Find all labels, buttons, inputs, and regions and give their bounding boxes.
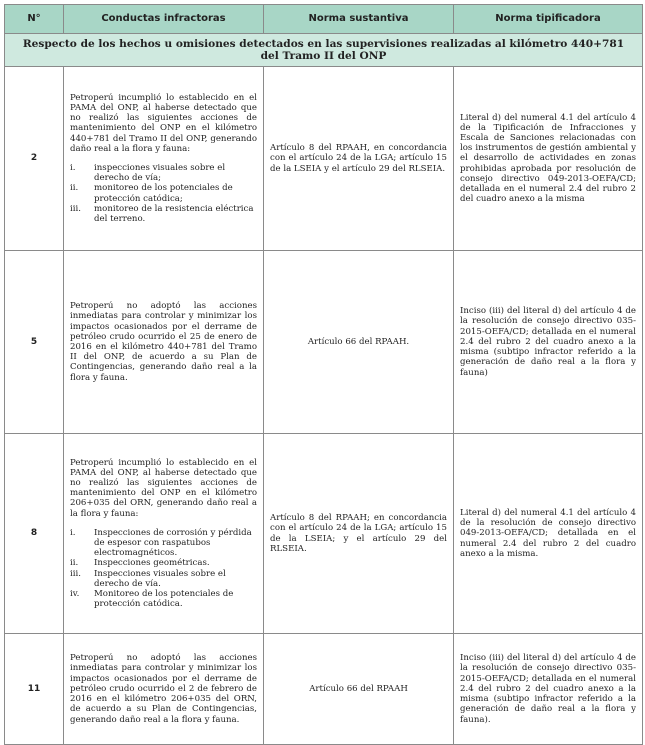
list-text: Inspecciones geométricas.: [94, 558, 210, 569]
conducta-list: [70, 528, 257, 610]
list-item: [70, 163, 257, 183]
conducta-text: Petroperú no adoptó las acciones inmediatas para controlar y minimizar los impactos ocasionados por el derrame de petróleo crudo ocurrido el 25 de enero de 2016 en el kilómetro 440+781 del Tramo II del ONP, de acuerdo a su Plan de Contingencias, generando daño real a la flora y fauna.: [70, 301, 257, 383]
norma-tipificadora-cell: Inciso (iii) del literal d) del artículo 4 de la resolución de consejo directivo 035-2015-OEFA/CD; detallada en el numeral 2.4 del rubro 2 del cuadro anexo a la misma (subtipo infractor referido a la generación de daño real a la flora y fauna).: [454, 634, 643, 745]
list-item: [70, 558, 257, 568]
list-item: [70, 183, 257, 203]
conducta-text: Petroperú incumplió lo establecido en el PAMA del ONP, al haberse detectado que no realizó las siguientes acciones de mantenimiento del ONP en el kilómetro 440+781 del Tramo II del ONP, generando daño real a la flora y fauna:: [70, 92, 257, 154]
header-conductas: Conductas infractoras: [64, 5, 264, 34]
list-text: Monitoreo de los potenciales de protección catódica.: [94, 589, 234, 610]
infractions-table: [4, 4, 643, 745]
section-title: Respecto de los hechos u omisiones detectados en las supervisiones realizadas al kilómetro 440+781 del Tramo II del ONP: [5, 34, 643, 67]
conducta-text: Petroperú incumplió lo establecido en el PAMA del ONP, al haberse detectado que no realizó las siguientes acciones de mantenimiento del ONP en el kilómetro 206+035 del ORN, generando daño real a la flora y fauna:: [70, 457, 257, 519]
row-number: 11: [5, 634, 64, 745]
table-header-row: [5, 5, 643, 34]
list-item: [70, 528, 257, 559]
row-number: 2: [5, 67, 64, 251]
list-text: monitoreo de la resistencia eléctrica del terreno.: [94, 203, 254, 225]
header-norma-tipificadora: Norma tipificadora: [454, 5, 643, 34]
list-marker: i.: [70, 163, 76, 173]
row-number: 8: [5, 434, 64, 634]
conducta-list: [70, 163, 257, 224]
conducta-text: Petroperú no adoptó las acciones inmediatas para controlar y minimizar los impactos ocasionados por el derrame de petróleo crudo ocurrido el 2 de febrero de 2016 en el kilómetro 206+035 del ORN, de acuerdo a su Plan de Contingencias, generando daño real a la flora y fauna.: [70, 653, 257, 725]
norma-sustantiva-cell: Artículo 8 del RPAAH; en concordancia con el artículo 24 de la LGA; artículo 15 de la LSEIA; y el artículo 29 del RLSEIA.: [264, 434, 454, 634]
norma-tipificadora-cell: Inciso (iii) del literal d) del artículo 4 de la resolución de consejo directivo 035-2015-OEFA/CD; detallada en el numeral 2.4 del rubro 2 del cuadro anexo a la misma (subtipo infractor referido a la generación de daño real a la flora y fauna): [454, 251, 643, 434]
list-marker: iii.: [70, 203, 81, 214]
conducta-cell: [64, 251, 264, 434]
table-row: [5, 434, 643, 634]
list-marker: iv.: [70, 589, 80, 600]
norma-tipificadora-cell: Literal d) del numeral 4.1 del artículo 4 de la Tipificación de Infracciones y Escala de Sanciones relacionadas con los instrumentos de gestión ambiental y el desarrollo de actividades en zonas prohibidas aprobada por resolución de consejo directivo 049-2013-OEFA/CD; detallada en el numeral 2.4 del rubro 2 del cuadro anexo a la misma: [454, 67, 643, 251]
list-marker: iii.: [70, 568, 81, 579]
list-text: Inspecciones visuales sobre el derecho de vía.: [94, 568, 226, 589]
norma-sustantiva-cell: Artículo 66 del RPAAH.: [264, 251, 454, 434]
list-text: monitoreo de los potenciales de protección catódica;: [94, 183, 233, 204]
list-marker: ii.: [70, 183, 79, 194]
list-marker: i.: [70, 527, 76, 538]
norma-sustantiva-cell: Artículo 8 del RPAAH, en concordancia con el artículo 24 de la LGA; artículo 15 de la LSEIA y el artículo 29 del RLSEIA.: [264, 67, 454, 251]
list-text: inspecciones visuales sobre el derecho de vía;: [94, 163, 226, 184]
table-row: [5, 634, 643, 745]
conducta-cell: [64, 67, 264, 251]
list-item: [70, 589, 257, 609]
conducta-cell: [64, 434, 264, 634]
header-norma-sustantiva: Norma sustantiva: [264, 5, 454, 34]
list-marker: ii.: [70, 558, 79, 569]
norma-tipificadora-cell: Literal d) del numeral 4.1 del artículo 4 de la resolución de consejo directivo 049-2013-OEFA/CD; detallada en el numeral 2.4 del rubro 2 del cuadro anexo a la misma.: [454, 434, 643, 634]
table-row: [5, 67, 643, 251]
section-row: [5, 34, 643, 67]
row-number: 5: [5, 251, 64, 434]
conducta-cell: [64, 634, 264, 745]
header-number: N°: [5, 5, 64, 34]
norma-sustantiva-cell: Artículo 66 del RPAAH: [264, 634, 454, 745]
list-item: [70, 204, 257, 224]
list-item: [70, 569, 257, 589]
table-row: [5, 251, 643, 434]
list-text: Inspecciones de corrosión y pérdida de espesor con raspatubos electromagnéticos.: [94, 527, 252, 559]
